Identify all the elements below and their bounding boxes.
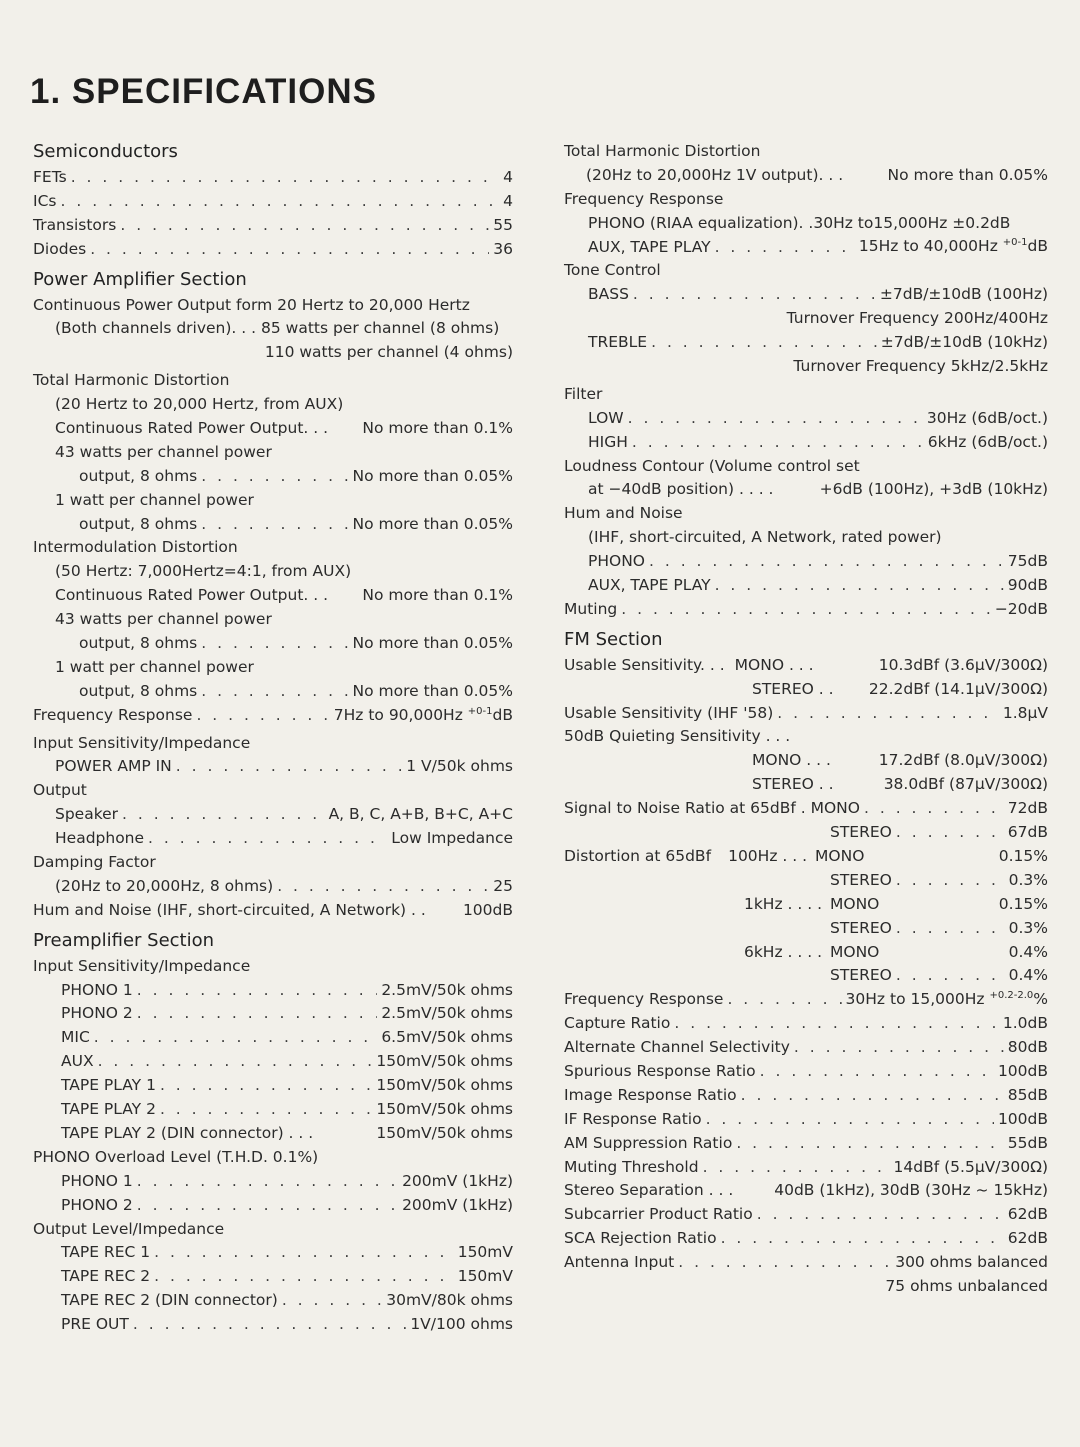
spec-row: Hum and Noise (IHF, short-circuited, A Network) . . 100dB: [33, 900, 513, 919]
quieting-heading: 50dB Quieting Sensitivity . . .: [564, 727, 791, 746]
spec-row: Speaker . . . A, B, C, A+B, B+C, A+C: [33, 803, 513, 827]
spec-row: TAPE PLAY 2 (DIN connector) . . . 150mV/50k ohms: [61, 1123, 513, 1142]
phono-overload-heading: PHONO Overload Level (T.H.D. 0.1%): [33, 1147, 319, 1166]
hum-noise-condition: (IHF, short-circuited, A Network, rated power): [588, 528, 942, 547]
spec-row: Muting . . . −20dB: [564, 598, 1048, 622]
spec-row: (20Hz to 20,000Hz, 8 ohms) . . . 25: [33, 875, 513, 899]
spec-row: Diodes . . . 36: [33, 238, 513, 262]
spec-row: Frequency Response . . . 7Hz to 90,000Hz $^{+0-1}$dB: [33, 704, 513, 728]
spec-row: Signal to Noise Ratio at 65dBf . MONO . . . 72dB: [564, 797, 1048, 821]
spec-row: PHONO 1 . . . 2.5mV/50k ohms: [33, 979, 513, 1003]
spec-row: Distortion at 65dBf 100Hz . . . MONO 0.15%: [564, 846, 1048, 865]
spec-row: Antenna Input . . . 300 ohms balanced: [564, 1251, 1048, 1275]
spec-row: MONO . . . 17.2dBf (8.0μV/300Ω): [752, 751, 1048, 770]
spec-line: 43 watts per channel power: [55, 610, 272, 629]
continuous-power-line: 110 watts per channel (4 ohms): [264, 343, 513, 362]
output-heading: Output: [33, 781, 87, 800]
output-level-heading: Output Level/Impedance: [33, 1219, 225, 1238]
spec-row: PHONO . . . 75dB: [564, 550, 1048, 574]
spec-row: STEREO . . 22.2dBf (14.1μV/300Ω): [752, 679, 1048, 698]
input-sensitivity-heading: Input Sensitivity/Impedance: [33, 956, 251, 975]
filter-heading: Filter: [564, 384, 603, 403]
spec-row: BASS . . . ±7dB/±10dB (100Hz): [564, 283, 1048, 307]
spec-row: 1kHz . . . . MONO 0.15%: [743, 894, 1048, 913]
spec-row: Headphone . . . Low Impedance: [33, 827, 513, 851]
spec-row: Usable Sensitivity (IHF '58) . . . 1.8μV: [564, 702, 1048, 726]
spec-row: PHONO 2 . . . 2.5mV/50k ohms: [33, 1003, 513, 1027]
spec-row: PHONO 1 . . . 200mV (1kHz): [33, 1170, 513, 1194]
imd-condition: (50 Hertz: 7,000Hertz=4:1, from AUX): [55, 562, 352, 581]
thd-condition: (20 Hertz to 20,000 Hertz, from AUX): [55, 395, 344, 414]
spec-row: TREBLE . . . ±7dB/±10dB (10kHz): [564, 331, 1048, 355]
spec-row: TAPE REC 2 . . . 150mV: [33, 1265, 513, 1289]
spec-row: LOW . . . 30Hz (6dB/oct.): [564, 407, 1048, 431]
thd-heading: Total Harmonic Distortion: [564, 142, 761, 160]
spec-row: STEREO . . . 0.4%: [564, 964, 1048, 988]
spec-row: Continuous Rated Power Output. . . No more than 0.1%: [55, 419, 513, 438]
left-column: [33, 134, 513, 1337]
spec-row: AM Suppression Ratio . . . 55dB: [564, 1132, 1048, 1156]
spec-row: SCA Rejection Ratio . . . 62dB: [564, 1227, 1048, 1251]
spec-row: HIGH . . . 6kHz (6dB/oct.): [564, 431, 1048, 455]
spec-row: Subcarrier Product Ratio . . . 62dB: [564, 1203, 1048, 1227]
semiconductors-heading: Semiconductors: [33, 141, 178, 162]
spec-row: Muting Threshold . . . 14dBf (5.5μV/300Ω): [564, 1156, 1048, 1180]
spec-row: TAPE PLAY 1 . . . 150mV/50k ohms: [33, 1074, 513, 1098]
hum-noise-heading: Hum and Noise: [564, 504, 683, 523]
spec-row: (20Hz to 20,000Hz 1V output). . . No more than 0.05%: [586, 165, 1048, 184]
spec-row: STEREO . . 38.0dBf (87μV/300Ω): [752, 775, 1048, 794]
input-sensitivity-heading: Input Sensitivity/Impedance: [33, 733, 251, 752]
spec-row: AUX, TAPE PLAY . . . 90dB: [564, 574, 1048, 598]
spec-row: output, 8 ohms . . . No more than 0.05%: [33, 680, 513, 704]
spec-row: STEREO . . . 0.3%: [564, 917, 1048, 941]
damping-heading: Damping Factor: [33, 853, 156, 872]
spec-row: Stereo Separation . . . 40dB (1kHz), 30dB (30Hz ~ 15kHz): [564, 1181, 1048, 1200]
spec-row: output, 8 ohms . . . No more than 0.05%: [33, 465, 513, 489]
imd-heading: Intermodulation Distortion: [33, 538, 238, 557]
spec-line: 43 watts per channel power: [55, 442, 272, 461]
bass-turnover: Turnover Frequency 200Hz/400Hz: [786, 309, 1048, 328]
continuous-power-line: Continuous Power Output form 20 Hertz to 20,000 Hertz: [33, 295, 470, 314]
preamplifier-heading: Preamplifier Section: [33, 929, 215, 951]
right-column: [564, 140, 1048, 1299]
spec-row: POWER AMP IN . . . 1 V/50k ohms: [33, 755, 513, 779]
spec-row: AUX . . . 150mV/50k ohms: [33, 1050, 513, 1074]
treble-turnover: Turnover Frequency 5kHz/2.5kHz: [793, 357, 1048, 376]
spec-row: TAPE PLAY 2 . . . 150mV/50k ohms: [33, 1098, 513, 1122]
spec-row: Transistors . . . 55: [33, 214, 513, 238]
spec-row: Alternate Channel Selectivity . . . 80dB: [564, 1036, 1048, 1060]
spec-row: MIC . . . 6.5mV/50k ohms: [33, 1026, 513, 1050]
spec-row: PRE OUT . . . 1V/100 ohms: [33, 1313, 513, 1337]
spec-row: at −40dB position) . . . . +6dB (100Hz), +3dB (10kHz): [588, 480, 1048, 499]
spec-row: Capture Ratio . . . 1.0dB: [564, 1012, 1048, 1036]
spec-row: Continuous Rated Power Output. . . No more than 0.1%: [55, 586, 513, 605]
tone-control-heading: Tone Control: [564, 261, 661, 280]
loudness-heading: Loudness Contour (Volume control set: [564, 456, 860, 475]
spec-row: STEREO . . . 0.3%: [564, 869, 1048, 893]
power-amplifier-heading: Power Amplifier Section: [33, 268, 247, 290]
spec-row: 6kHz . . . . MONO 0.4%: [743, 942, 1048, 961]
spec-row: Image Response Ratio . . . 85dB: [564, 1084, 1048, 1108]
spec-line: 1 watt per channel power: [55, 657, 254, 676]
spec-row: output, 8 ohms . . . No more than 0.05%: [33, 513, 513, 537]
phono-riaa-line: PHONO (RIAA equalization). .30Hz to15,000Hz ±0.2dB: [588, 213, 1011, 232]
spec-row: Frequency Response . . . 30Hz to 15,000Hz $^{+0.2-2.0}$%: [564, 988, 1048, 1012]
continuous-power-line: (Both channels driven). . . 85 watts per channel (8 ohms): [55, 319, 500, 338]
spec-row: ICs . . . 4: [33, 190, 513, 214]
spec-row: STEREO . . . 67dB: [564, 821, 1048, 845]
spec-row: AUX, TAPE PLAY . . . 15Hz to 40,000Hz $^{+0-1}$dB: [564, 236, 1048, 260]
spec-row: TAPE REC 1 . . . 150mV: [33, 1241, 513, 1265]
spec-row: Spurious Response Ratio . . . 100dB: [564, 1060, 1048, 1084]
spec-row: PHONO 2 . . . 200mV (1kHz): [33, 1194, 513, 1218]
frequency-response-heading: Frequency Response: [564, 189, 724, 208]
spec-row: output, 8 ohms . . . No more than 0.05%: [33, 632, 513, 656]
spec-line: 1 watt per channel power: [55, 490, 254, 509]
spec-row: IF Response Ratio . . . 100dB: [564, 1108, 1048, 1132]
antenna-value-2: 75 ohms unbalanced: [885, 1276, 1048, 1295]
fm-section-heading: FM Section: [564, 628, 663, 650]
page-title: 1. SPECIFICATIONS: [30, 72, 377, 111]
thd-heading: Total Harmonic Distortion: [33, 371, 230, 390]
spec-row: Usable Sensitivity. . . MONO . . . 10.3dBf (3.6μV/300Ω): [564, 655, 1048, 674]
spec-row: TAPE REC 2 (DIN connector) . . . 30mV/80k ohms: [33, 1289, 513, 1313]
spec-row: FETs . . . 4: [33, 166, 513, 190]
